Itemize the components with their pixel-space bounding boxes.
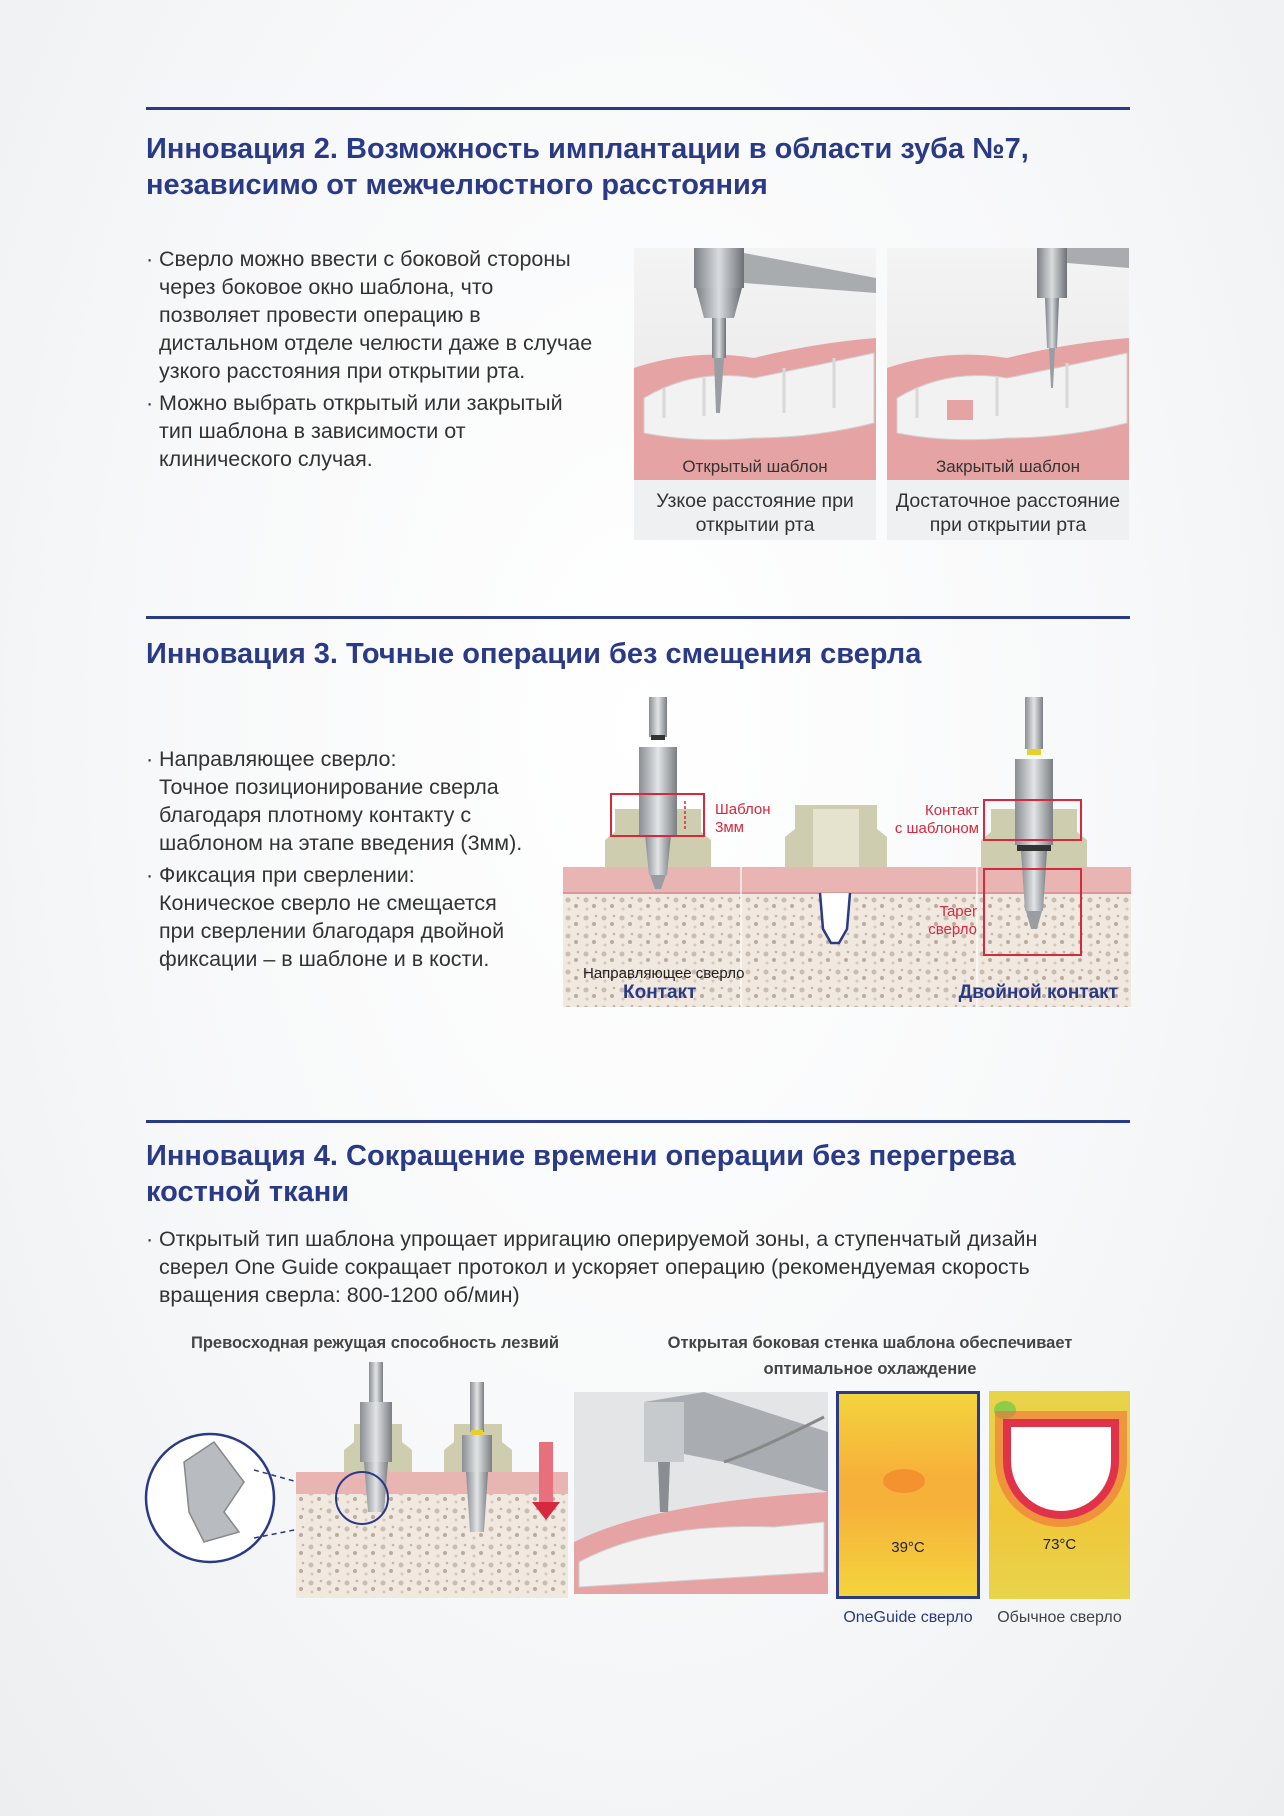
open-template-photo bbox=[634, 248, 876, 480]
open-template-label: Открытый шаблон bbox=[682, 457, 828, 476]
closed-template-photo bbox=[887, 248, 1129, 480]
section-2-title-line1: Инновация 2. Возможность имплантации в области зуба №7, bbox=[146, 133, 1029, 165]
standard-temp: 73°C bbox=[1042, 1536, 1077, 1553]
section-2-divider bbox=[146, 107, 1130, 110]
section-3-bullet-2: · Фиксация при сверлении: Коническое сверло не смещается при сверлении благодаря двойной фиксации – в шаблоне и в кости. bbox=[146, 863, 505, 971]
cooling-caption: Открытая боковая стенка шаблона обеспечивает оптимальное охлаждение bbox=[667, 1334, 1073, 1378]
thermal-image-standard bbox=[989, 1391, 1130, 1599]
cutting-caption: Превосходная режущая способность лезвий bbox=[190, 1334, 560, 1352]
section-2-bullets bbox=[146, 245, 626, 477]
section-4-bullet-1: · Открытый тип шаблона упрощает ирригацию оперируемой зоны, а ступенчатый дизайн сверел One Guide сокращает протокол и ускоряет операцию (рекомендуемая скорость вращения сверла: 800-1200 об/мин) bbox=[146, 1227, 1038, 1307]
contact-label: Контакт bbox=[924, 802, 979, 819]
blade-cutting-illustration bbox=[144, 1362, 568, 1598]
section-2-title-line2: независимо от межчелюстного расстояния bbox=[146, 169, 768, 201]
double-contact-label: Двойной контакт bbox=[958, 982, 1118, 1003]
section-4-bullets bbox=[146, 1225, 1136, 1313]
section-4-divider bbox=[146, 1120, 1130, 1123]
open-template-photo-card bbox=[634, 248, 876, 540]
section-4-title: Инновация 4. Сокращение времени операции без перегрева костной ткани bbox=[146, 1140, 1016, 1208]
contact-blue-label: Контакт bbox=[623, 982, 697, 1003]
oneguide-label: OneGuide сверло bbox=[843, 1609, 973, 1626]
template-label: Шаблон bbox=[715, 801, 771, 818]
closed-template-photo-card bbox=[887, 248, 1129, 540]
template-3mm-label: 3мм bbox=[715, 819, 744, 836]
standard-label: Обычное сверло bbox=[997, 1609, 1122, 1626]
taper-drill-label: сверло bbox=[928, 921, 977, 938]
open-template-caption: Узкое расстояние при открытии рта bbox=[656, 490, 854, 536]
section-3-bullet-1: · Направляющее сверло: Точное позиционирование сверла благодаря плотному контакту с шаблоном на этапе введения (3мм). bbox=[146, 747, 523, 855]
taper-label: Taper bbox=[939, 903, 977, 920]
thermal-image-oneguide bbox=[836, 1391, 980, 1599]
closed-template-label: Закрытый шаблон bbox=[935, 457, 1081, 476]
section-3-bullets bbox=[146, 745, 566, 977]
guide-drill-label: Направляющее сверло bbox=[583, 965, 745, 982]
drill-contact-diagram bbox=[563, 697, 1131, 1007]
section-3-title: Инновация 3. Точные операции без смещения сверла bbox=[146, 638, 922, 670]
section-2-bullet-1: · Сверло можно ввести с боковой стороны через боковое окно шаблона, что позволяет провести операцию в дистальном отделе челюсти даже в случае узкого расстояния при открытии рта. bbox=[146, 247, 593, 383]
handpiece-photo bbox=[574, 1392, 828, 1594]
section-2-bullet-2: · Можно выбрать открытый или закрытый тип шаблона в зависимости от клинического случая. bbox=[146, 391, 563, 471]
section-2-title bbox=[146, 131, 1136, 203]
section-3-divider bbox=[146, 616, 1130, 619]
oneguide-temp: 39°C bbox=[891, 1539, 925, 1556]
closed-template-caption: Достаточное расстояние при открытии рта bbox=[895, 490, 1121, 536]
contact-template-label: с шаблоном bbox=[894, 820, 979, 837]
